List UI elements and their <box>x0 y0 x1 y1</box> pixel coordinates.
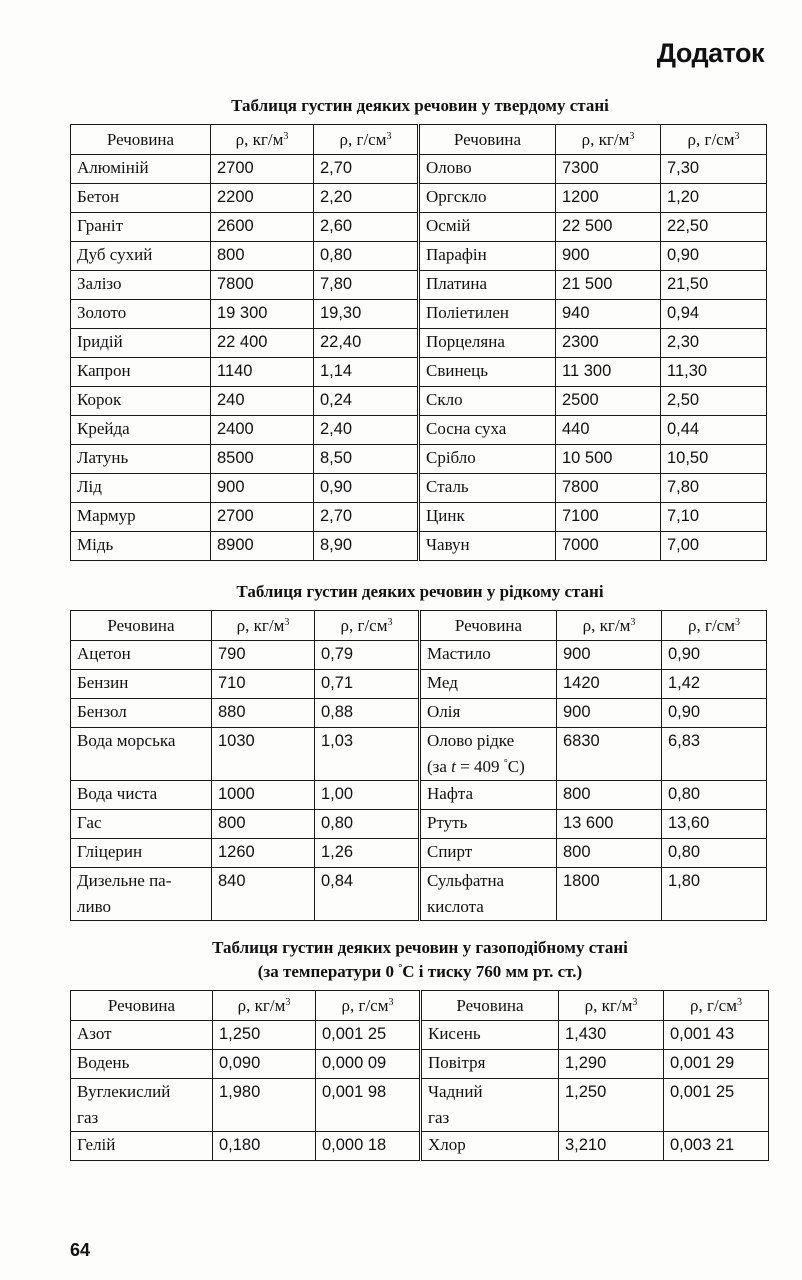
col-header-substance: Речовина <box>419 125 556 155</box>
col-header-g-per-cm3 <box>314 125 419 155</box>
col-header-kg-per-m3 <box>213 991 316 1021</box>
substance-name: Платина <box>419 271 556 300</box>
condition-text: (за <box>427 757 452 776</box>
temperature-variable: t <box>451 757 456 776</box>
substance-name-line2: ливо <box>77 897 111 916</box>
substance-name: Вода чиста <box>71 781 212 810</box>
degree-symbol: ° <box>503 758 508 769</box>
rho-symbol: ρ <box>237 995 247 1015</box>
density-kg-per-m3: 8900 <box>211 532 314 561</box>
table-header-row <box>71 991 769 1021</box>
density-g-per-cm3: 1,20 <box>661 184 767 213</box>
density-kg-per-m3: 900 <box>211 474 314 503</box>
table-row <box>71 670 767 699</box>
unit-exponent: 3 <box>630 616 636 628</box>
substance-name: Бетон <box>71 184 211 213</box>
substance-name-line2: газ <box>428 1108 450 1127</box>
table-row <box>71 416 767 445</box>
density-g-per-cm3: 0,001 98 <box>316 1079 421 1132</box>
density-kg-per-m3: 1200 <box>556 184 661 213</box>
density-g-per-cm3: 11,30 <box>661 358 767 387</box>
density-kg-per-m3: 2700 <box>211 503 314 532</box>
density-kg-per-m3: 240 <box>211 387 314 416</box>
density-g-per-cm3: 8,90 <box>314 532 419 561</box>
substance-name <box>420 868 557 921</box>
rho-symbol: ρ <box>584 995 594 1015</box>
density-g-per-cm3: 0,94 <box>661 300 767 329</box>
liquid-density-table <box>70 610 767 921</box>
unit-exponent: 3 <box>388 996 394 1008</box>
gas-table-title: Таблиця густин деяких речовин у газоподібному стані <box>212 938 628 957</box>
substance-name: Капрон <box>71 358 211 387</box>
table-row <box>71 1132 769 1161</box>
density-g-per-cm3: 0,001 43 <box>664 1021 769 1050</box>
substance-name: Чавун <box>419 532 556 561</box>
density-kg-per-m3: 1,290 <box>559 1050 664 1079</box>
unit-exponent: 3 <box>283 130 289 142</box>
density-g-per-cm3: 2,70 <box>314 503 419 532</box>
unit-label: , г/см <box>695 129 735 149</box>
density-kg-per-m3: 940 <box>556 300 661 329</box>
density-g-per-cm3: 2,70 <box>314 155 419 184</box>
unit-label: , г/см <box>698 995 737 1015</box>
density-kg-per-m3: 7000 <box>556 532 661 561</box>
gas-density-table <box>70 990 769 1161</box>
rho-symbol: ρ <box>687 129 696 149</box>
unit-exponent: 3 <box>387 616 393 628</box>
table-row <box>71 242 767 271</box>
substance-name: Гліцерин <box>71 839 212 868</box>
density-kg-per-m3: 800 <box>557 781 662 810</box>
density-kg-per-m3: 22 400 <box>211 329 314 358</box>
substance-name: Азот <box>71 1021 213 1050</box>
substance-name: Парафін <box>419 242 556 271</box>
table-row <box>71 699 767 728</box>
table-row <box>71 503 767 532</box>
substance-name: Поліетилен <box>419 300 556 329</box>
table-row <box>71 329 767 358</box>
density-kg-per-m3: 1800 <box>557 868 662 921</box>
unit-label: , кг/м <box>246 995 286 1015</box>
substance-name: Лід <box>71 474 211 503</box>
density-kg-per-m3: 8500 <box>211 445 314 474</box>
density-kg-per-m3: 11 300 <box>556 358 661 387</box>
substance-name: Алюміній <box>71 155 211 184</box>
density-g-per-cm3: 2,30 <box>661 329 767 358</box>
density-kg-per-m3: 1000 <box>212 781 315 810</box>
density-g-per-cm3: 0,001 25 <box>316 1021 421 1050</box>
substance-name: Вода морська <box>71 728 212 781</box>
density-g-per-cm3: 7,80 <box>661 474 767 503</box>
unit-label: , г/см <box>348 615 388 635</box>
density-kg-per-m3: 1030 <box>212 728 315 781</box>
table-header-row <box>71 611 767 641</box>
col-header-g-per-cm3 <box>315 611 420 641</box>
density-g-per-cm3: 0,84 <box>315 868 420 921</box>
substance-name: Іридій <box>71 329 211 358</box>
unit-label: , г/см <box>347 129 387 149</box>
substance-name: Кисень <box>421 1021 559 1050</box>
density-kg-per-m3: 2300 <box>556 329 661 358</box>
unit-exponent: 3 <box>734 130 740 142</box>
substance-name: Латунь <box>71 445 211 474</box>
substance-name-line1: Чадний <box>428 1082 483 1101</box>
density-kg-per-m3: 2200 <box>211 184 314 213</box>
density-kg-per-m3: 900 <box>556 242 661 271</box>
col-header-kg-per-m3 <box>211 125 314 155</box>
substance-name: Мідь <box>71 532 211 561</box>
density-g-per-cm3: 2,20 <box>314 184 419 213</box>
density-kg-per-m3: 1,980 <box>213 1079 316 1132</box>
density-g-per-cm3: 1,14 <box>314 358 419 387</box>
substance-name: Порцеляна <box>419 329 556 358</box>
rho-symbol: ρ <box>690 995 699 1015</box>
rho-symbol: ρ <box>341 995 350 1015</box>
density-g-per-cm3: 7,30 <box>661 155 767 184</box>
density-g-per-cm3: 0,90 <box>662 699 767 728</box>
density-g-per-cm3: 2,40 <box>314 416 419 445</box>
substance-name: Олово <box>419 155 556 184</box>
solid-density-table <box>70 124 767 561</box>
unit-label: , кг/м <box>244 129 284 149</box>
density-g-per-cm3: 0,90 <box>661 242 767 271</box>
substance-name: Залізо <box>71 271 211 300</box>
density-kg-per-m3: 19 300 <box>211 300 314 329</box>
substance-name: Водень <box>71 1050 213 1079</box>
density-g-per-cm3: 0,000 18 <box>316 1132 421 1161</box>
density-kg-per-m3: 0,090 <box>213 1050 316 1079</box>
density-kg-per-m3: 7800 <box>211 271 314 300</box>
rho-symbol: ρ <box>235 129 245 149</box>
table-row <box>71 271 767 300</box>
rho-symbol: ρ <box>340 615 349 635</box>
density-kg-per-m3: 2400 <box>211 416 314 445</box>
table-header-row <box>71 125 767 155</box>
density-g-per-cm3: 1,42 <box>662 670 767 699</box>
substance-name: Корок <box>71 387 211 416</box>
substance-name-line1: Олово рідке <box>427 731 515 750</box>
substance-name: Повітря <box>421 1050 559 1079</box>
density-g-per-cm3: 13,60 <box>662 810 767 839</box>
substance-name: Сосна суха <box>419 416 556 445</box>
substance-name: Мармур <box>71 503 211 532</box>
col-header-kg-per-m3 <box>556 125 661 155</box>
col-header-g-per-cm3 <box>661 125 767 155</box>
density-g-per-cm3: 0,44 <box>661 416 767 445</box>
col-header-substance: Речовина <box>71 125 211 155</box>
substance-name: Спирт <box>420 839 557 868</box>
substance-name: Гас <box>71 810 212 839</box>
density-g-per-cm3: 21,50 <box>661 271 767 300</box>
substance-name: Цинк <box>419 503 556 532</box>
unit-exponent: 3 <box>632 996 638 1008</box>
unit-label: , г/см <box>696 615 735 635</box>
table-row <box>71 358 767 387</box>
table-row <box>71 445 767 474</box>
substance-name: Хлор <box>421 1132 559 1161</box>
density-g-per-cm3: 0,003 21 <box>664 1132 769 1161</box>
rho-symbol: ρ <box>688 615 697 635</box>
rho-symbol: ρ <box>339 129 348 149</box>
table-row <box>71 532 767 561</box>
density-g-per-cm3: 1,03 <box>315 728 420 781</box>
unit-exponent: 3 <box>736 996 742 1008</box>
density-g-per-cm3: 1,00 <box>315 781 420 810</box>
density-g-per-cm3: 0,80 <box>314 242 419 271</box>
substance-name: Крейда <box>71 416 211 445</box>
table-row <box>71 810 767 839</box>
density-kg-per-m3: 7100 <box>556 503 661 532</box>
table-row <box>71 868 767 921</box>
condition-value: = 409 <box>455 757 504 776</box>
table-row <box>71 474 767 503</box>
substance-name: Осмій <box>419 213 556 242</box>
substance-name: Ртуть <box>420 810 557 839</box>
substance-name-line1: Сульфатна <box>427 871 505 890</box>
substance-name: Олія <box>420 699 557 728</box>
unit-exponent: 3 <box>629 130 635 142</box>
density-g-per-cm3: 7,80 <box>314 271 419 300</box>
condition-unit: С) <box>507 757 525 776</box>
density-kg-per-m3: 10 500 <box>556 445 661 474</box>
substance-name: Скло <box>419 387 556 416</box>
density-kg-per-m3: 2700 <box>211 155 314 184</box>
density-g-per-cm3: 0,24 <box>314 387 419 416</box>
substance-name-line2: кислота <box>427 897 484 916</box>
table-row <box>71 213 767 242</box>
density-kg-per-m3: 800 <box>211 242 314 271</box>
substance-name: Мастило <box>420 641 557 670</box>
table-row <box>71 1021 769 1050</box>
density-g-per-cm3: 7,00 <box>661 532 767 561</box>
density-g-per-cm3: 22,50 <box>661 213 767 242</box>
col-header-kg-per-m3 <box>557 611 662 641</box>
liquid-table-title: Таблиця густин деяких речовин у рідкому стані <box>236 582 604 601</box>
substance-name <box>421 1079 559 1132</box>
density-kg-per-m3: 1,250 <box>213 1021 316 1050</box>
density-kg-per-m3: 7300 <box>556 155 661 184</box>
table-row <box>71 1050 769 1079</box>
density-kg-per-m3: 2500 <box>556 387 661 416</box>
density-g-per-cm3: 0,71 <box>315 670 420 699</box>
substance-name: Сталь <box>419 474 556 503</box>
density-kg-per-m3: 1,430 <box>559 1021 664 1050</box>
col-header-kg-per-m3 <box>212 611 315 641</box>
table-row <box>71 1079 769 1132</box>
substance-name: Бензол <box>71 699 212 728</box>
density-g-per-cm3: 6,83 <box>662 728 767 781</box>
density-g-per-cm3: 2,60 <box>314 213 419 242</box>
density-kg-per-m3: 7800 <box>556 474 661 503</box>
page-number: 64 <box>70 1240 91 1260</box>
substance-name: Оргскло <box>419 184 556 213</box>
unit-label: , г/см <box>349 995 389 1015</box>
col-header-kg-per-m3 <box>559 991 664 1021</box>
substance-name: Свинець <box>419 358 556 387</box>
substance-name-line1: Вуглекислий <box>77 1082 171 1101</box>
table-row <box>71 387 767 416</box>
table-row <box>71 641 767 670</box>
solid-table-title: Таблиця густин деяких речовин у твердому стані <box>231 96 609 115</box>
col-header-g-per-cm3 <box>316 991 421 1021</box>
appendix-heading: Додаток <box>656 38 764 68</box>
density-kg-per-m3: 800 <box>557 839 662 868</box>
density-kg-per-m3: 880 <box>212 699 315 728</box>
density-kg-per-m3: 1140 <box>211 358 314 387</box>
density-g-per-cm3: 2,50 <box>661 387 767 416</box>
substance-name: Золото <box>71 300 211 329</box>
density-g-per-cm3: 1,26 <box>315 839 420 868</box>
density-g-per-cm3: 0,000 09 <box>316 1050 421 1079</box>
substance-name: Дуб сухий <box>71 242 211 271</box>
unit-label: , кг/м <box>591 615 631 635</box>
col-header-g-per-cm3 <box>664 991 769 1021</box>
density-g-per-cm3: 19,30 <box>314 300 419 329</box>
density-g-per-cm3: 0,001 25 <box>664 1079 769 1132</box>
substance-name-line1: Дизельне па- <box>77 871 172 890</box>
density-kg-per-m3: 790 <box>212 641 315 670</box>
col-header-substance: Речовина <box>421 991 559 1021</box>
density-kg-per-m3: 900 <box>557 699 662 728</box>
density-kg-per-m3: 800 <box>212 810 315 839</box>
rho-symbol: ρ <box>581 129 591 149</box>
unit-exponent: 3 <box>386 130 392 142</box>
col-header-substance: Речовина <box>71 991 213 1021</box>
substance-name: Гелій <box>71 1132 213 1161</box>
rho-symbol: ρ <box>582 615 592 635</box>
unit-exponent: 3 <box>284 616 290 628</box>
density-kg-per-m3: 1,250 <box>559 1079 664 1132</box>
substance-name: Граніт <box>71 213 211 242</box>
table-row <box>71 300 767 329</box>
unit-exponent: 3 <box>285 996 291 1008</box>
table-row <box>71 839 767 868</box>
density-g-per-cm3: 1,80 <box>662 868 767 921</box>
density-kg-per-m3: 0,180 <box>213 1132 316 1161</box>
density-kg-per-m3: 1420 <box>557 670 662 699</box>
gas-table-conditions: (за температури 0 °С і тиску 760 мм рт. ст.) <box>257 962 583 981</box>
density-g-per-cm3: 0,80 <box>662 781 767 810</box>
col-header-substance: Речовина <box>420 611 557 641</box>
density-g-per-cm3: 0,88 <box>315 699 420 728</box>
substance-name: Мед <box>420 670 557 699</box>
density-kg-per-m3: 440 <box>556 416 661 445</box>
table-row <box>71 184 767 213</box>
table-row <box>71 728 767 781</box>
substance-name-line2: газ <box>77 1108 99 1127</box>
substance-name-line2 <box>427 754 550 780</box>
density-kg-per-m3: 900 <box>557 641 662 670</box>
density-g-per-cm3: 0,80 <box>315 810 420 839</box>
density-kg-per-m3: 6830 <box>557 728 662 781</box>
unit-label: , кг/м <box>245 615 285 635</box>
unit-label: , кг/м <box>590 129 630 149</box>
substance-name <box>71 1079 213 1132</box>
substance-name <box>71 868 212 921</box>
col-header-substance: Речовина <box>71 611 212 641</box>
density-kg-per-m3: 3,210 <box>559 1132 664 1161</box>
density-g-per-cm3: 0,80 <box>662 839 767 868</box>
substance-name <box>420 728 557 781</box>
col-header-g-per-cm3 <box>662 611 767 641</box>
density-g-per-cm3: 0,90 <box>662 641 767 670</box>
density-g-per-cm3: 8,50 <box>314 445 419 474</box>
density-g-per-cm3: 10,50 <box>661 445 767 474</box>
table-row <box>71 155 767 184</box>
density-kg-per-m3: 840 <box>212 868 315 921</box>
density-g-per-cm3: 0,79 <box>315 641 420 670</box>
density-kg-per-m3: 2600 <box>211 213 314 242</box>
density-g-per-cm3: 7,10 <box>661 503 767 532</box>
substance-name: Ацетон <box>71 641 212 670</box>
density-g-per-cm3: 0,90 <box>314 474 419 503</box>
density-kg-per-m3: 13 600 <box>557 810 662 839</box>
rho-symbol: ρ <box>236 615 246 635</box>
density-kg-per-m3: 1260 <box>212 839 315 868</box>
density-g-per-cm3: 0,001 29 <box>664 1050 769 1079</box>
substance-name: Бензин <box>71 670 212 699</box>
density-kg-per-m3: 710 <box>212 670 315 699</box>
density-g-per-cm3: 22,40 <box>314 329 419 358</box>
table-row <box>71 781 767 810</box>
density-kg-per-m3: 22 500 <box>556 213 661 242</box>
substance-name: Срібло <box>419 445 556 474</box>
unit-label: , кг/м <box>593 995 633 1015</box>
density-kg-per-m3: 21 500 <box>556 271 661 300</box>
unit-exponent: 3 <box>734 616 740 628</box>
substance-name: Нафта <box>420 781 557 810</box>
